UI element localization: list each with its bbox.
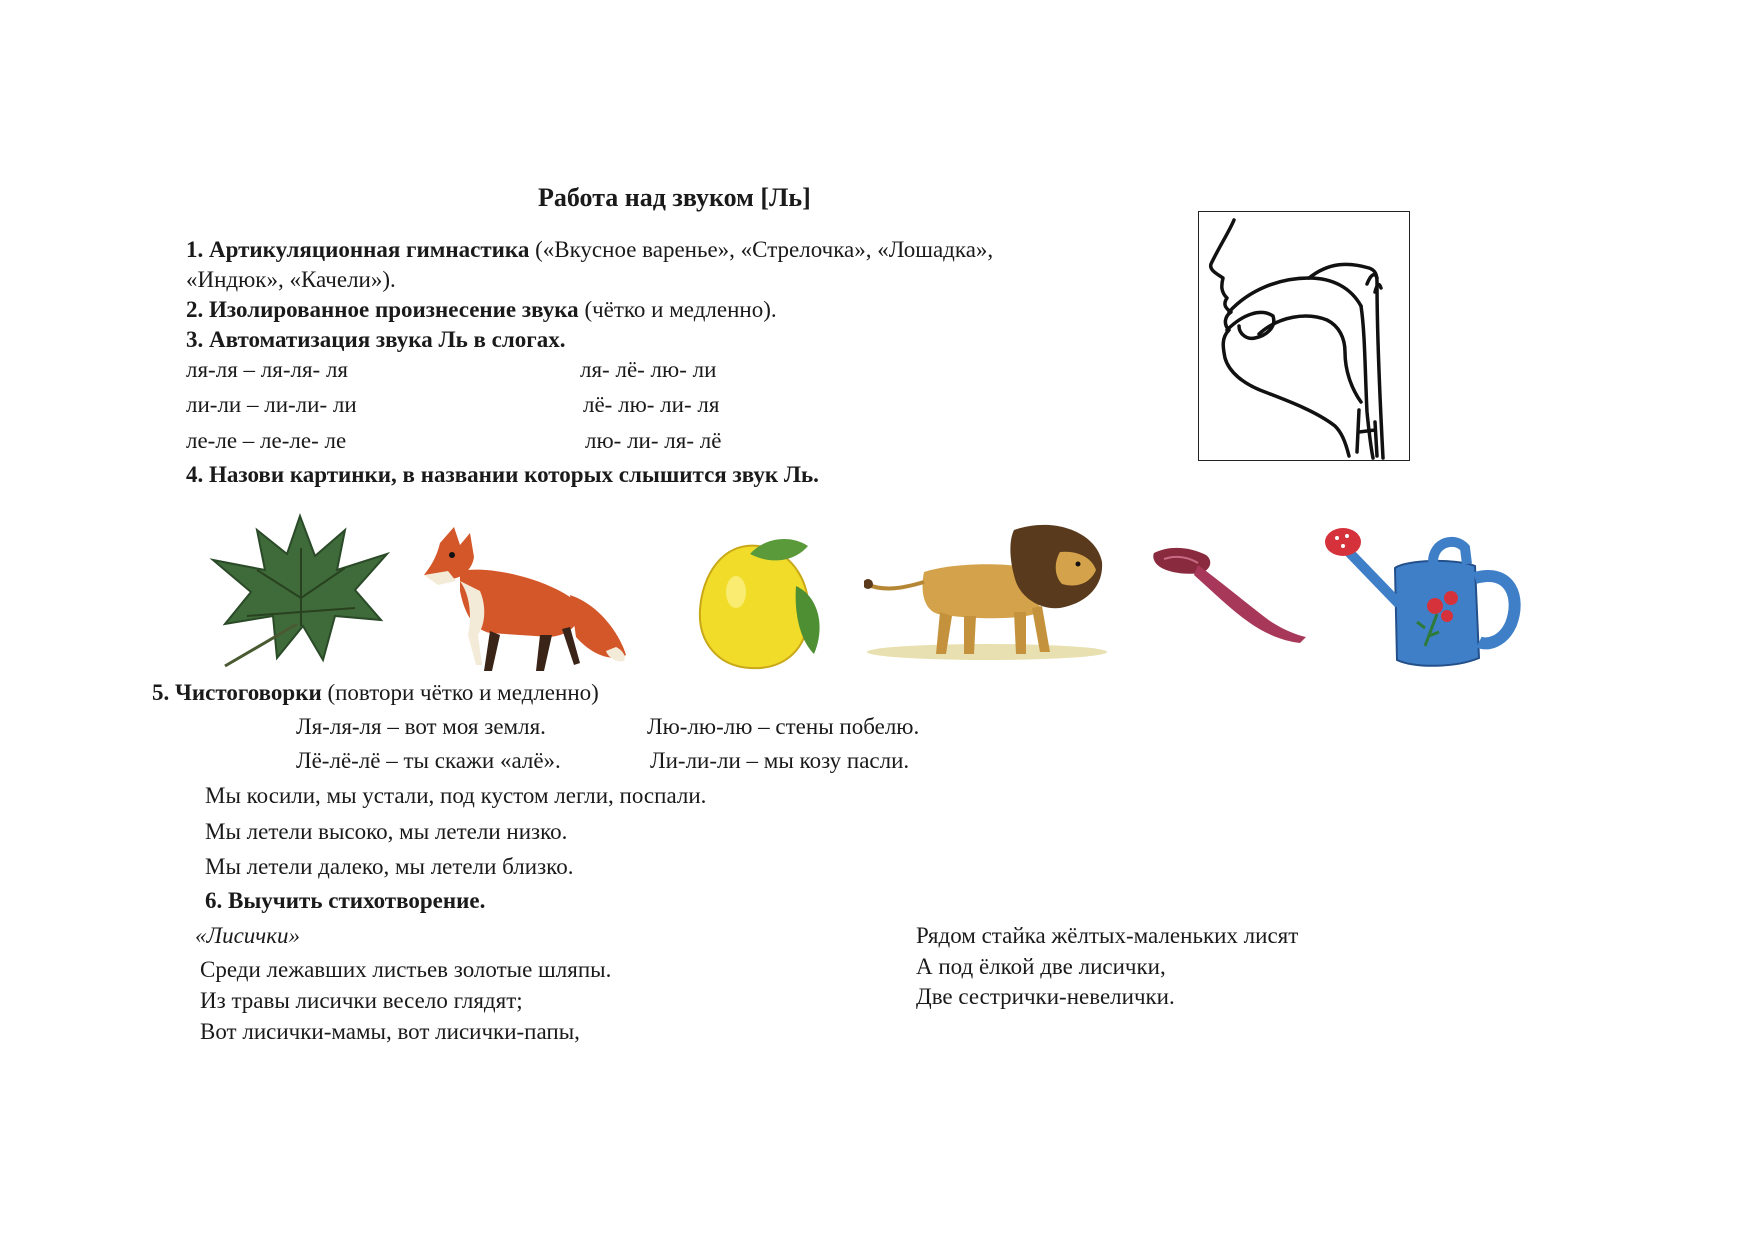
section-2-heading: 2. Изолированное произнесение звука	[186, 297, 579, 322]
lion-icon	[864, 512, 1110, 662]
page-title: Работа над звуком [Ль]	[538, 183, 811, 212]
watering-can-icon	[1325, 518, 1525, 670]
ribbon-icon	[1150, 545, 1310, 645]
syllable-row-right: лё- лю- ли- ля	[583, 392, 720, 417]
maple-leaf-icon	[205, 508, 395, 668]
poem-line-left: Среди лежавших листьев золотые шляпы.	[200, 957, 612, 982]
syllable-row-right: лю- ли- ля- лё	[585, 428, 722, 453]
syllable-row-left: ле-ле – ле-ле- ле	[186, 428, 347, 453]
tongue-twister-left: Лё-лё-лё – ты скажи «алё».	[296, 748, 561, 773]
section-5-text: (повтори чётко и медленно)	[321, 680, 599, 705]
tongue-twister-right: Лю-лю-лю – стены побелю.	[647, 714, 920, 739]
syllable-row-left: ли-ли – ли-ли- ли	[186, 392, 357, 417]
section-1-heading: 1. Артикуляционная гимнастика	[186, 237, 530, 262]
poem-line-right: А под ёлкой две лисички,	[916, 954, 1166, 979]
section-1-line-1	[186, 236, 993, 264]
tongue-twister-line: Мы летели высоко, мы летели низко.	[205, 819, 568, 844]
poem-line-left: Из травы лисички весело глядят;	[200, 988, 523, 1013]
articulation-diagram	[1198, 211, 1410, 461]
tongue-twister-line: Мы косили, мы устали, под кустом легли, поспали.	[205, 783, 707, 808]
poem-title: «Лисички»	[195, 923, 301, 948]
fox-icon	[420, 525, 630, 675]
poem-line-right: Две сестрички-невелички.	[916, 984, 1175, 1009]
tongue-twister-line: Мы летели далеко, мы летели близко.	[205, 854, 574, 879]
section-2-line	[186, 296, 777, 324]
section-5-heading: 5. Чистоговорки	[152, 680, 322, 705]
tongue-twister-right: Ли-ли-ли – мы козу пасли.	[650, 748, 910, 773]
section-6-heading: 6. Выучить стихотворение.	[205, 888, 486, 913]
section-1-line-2: «Индюк», «Качели»).	[186, 267, 396, 292]
articulation-profile-icon	[1199, 212, 1409, 460]
section-4-heading: 4. Назови картинки, в названии которых слышится звук Ль.	[186, 462, 819, 487]
section-5-line	[152, 679, 599, 707]
syllable-row-left: ля-ля – ля-ля- ля	[186, 357, 349, 382]
section-1-text: («Вкусное варенье», «Стрелочка», «Лошадка»,	[529, 237, 994, 262]
lemon-icon	[686, 536, 826, 676]
syllable-row-right: ля- лё- лю- ли	[580, 357, 717, 382]
section-2-text: (чётко и медленно).	[578, 297, 777, 322]
section-3-heading: 3. Автоматизация звука Ль в слогах.	[186, 327, 566, 352]
poem-line-right: Рядом стайка жёлтых-маленьких лисят	[916, 923, 1299, 948]
poem-line-left: Вот лисички-мамы, вот лисички-папы,	[200, 1019, 580, 1044]
tongue-twister-left: Ля-ля-ля – вот моя земля.	[296, 714, 546, 739]
